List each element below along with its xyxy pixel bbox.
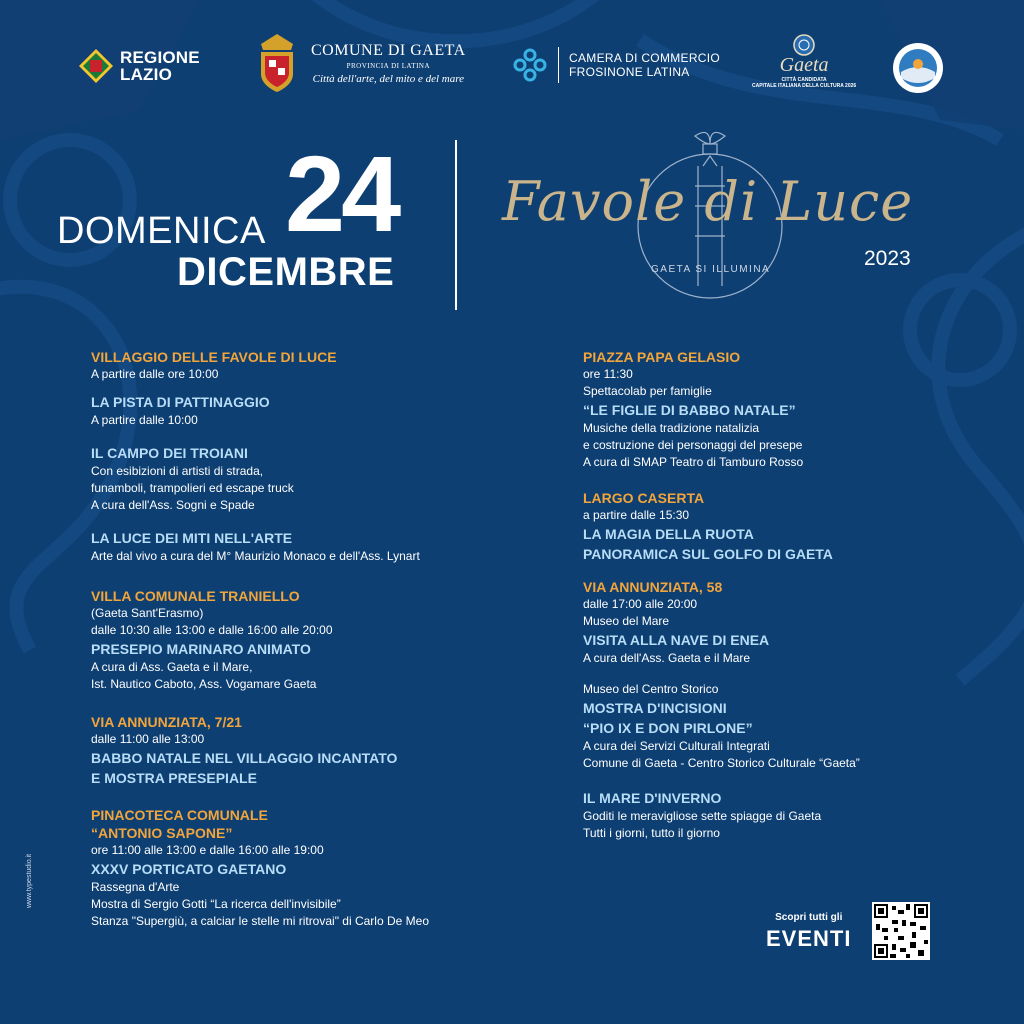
discover-text: Scopri tutti gli: [775, 912, 843, 923]
title-divider: [455, 140, 457, 310]
camera-commercio-icon: [512, 47, 548, 83]
qr-code-icon[interactable]: [872, 902, 930, 960]
event-desc-luce-miti: Arte dal vivo a cura del M° Maurizio Monaco e dell'Ass. Lynart: [91, 549, 420, 563]
event-title-babbo-natale-1: BABBO NATALE NEL VILLAGGIO INCANTATO: [91, 750, 398, 766]
event-time-largo-caserta: a partire dalle 15:30: [583, 508, 690, 522]
event-desc-campo-3: A cura dell'Ass. Sogni e Spade: [91, 498, 255, 512]
event-desc-porticato-3: Stanza "Supergiù, a calciar le stelle mi ritrovai" di Carlo De Meo: [91, 914, 429, 928]
gaeta-coat-of-arms-icon: [255, 30, 299, 96]
camera-separator: [558, 47, 559, 83]
regione-lazio-emblem-icon: [78, 48, 114, 84]
event-desc-mare-inverno-2: Tutti i giorni, tutto il giorno: [583, 826, 720, 840]
comune-gaeta-motto: Città dell'arte, del mito e del mare: [312, 72, 464, 85]
event-title-incisioni-1: MOSTRA D'INCISIONI: [583, 700, 727, 716]
event-desc-porticato-1: Rassegna d'Arte: [91, 880, 180, 894]
pro-loco-badge-icon: [892, 42, 944, 94]
event-desc-villa-1: (Gaeta Sant'Erasmo): [91, 606, 204, 620]
event-desc-papa-gelasio-1: Spettacolab per famiglie: [583, 384, 712, 398]
credit-text: www.typestudio.it: [26, 853, 33, 908]
event-year: 2023: [864, 247, 911, 270]
event-desc-presepio-1: A cura di Ass. Gaeta e il Mare,: [91, 660, 253, 674]
event-time-papa-gelasio: ore 11:30: [583, 367, 633, 381]
left-program-column: [91, 348, 531, 930]
comune-gaeta-province: PROVINCIA DI LATINA: [346, 61, 431, 70]
event-desc-figlie-3: A cura di SMAP Teatro di Tamburo Rosso: [583, 455, 804, 469]
comune-gaeta-title: COMUNE DI GAETA: [311, 41, 466, 59]
event-title: Favole di Luce: [502, 170, 914, 233]
event-desc-figlie-2: e costruzione dei personaggi del presepe: [583, 438, 803, 452]
event-place-largo-caserta: LARGO CASERTA: [583, 490, 705, 506]
event-place-pinacoteca-2: “ANTONIO SAPONE”: [91, 825, 233, 841]
event-time-annunziata-58: dalle 17:00 alle 20:00: [583, 597, 698, 611]
events-text: EVENTI: [766, 926, 852, 951]
event-desc-campo-2: funamboli, trampolieri ed escape truck: [91, 481, 294, 495]
event-desc-museo-mare: Museo del Mare: [583, 614, 670, 628]
camera-commercio-logo: [512, 47, 720, 83]
event-desc-figlie-1: Musiche della tradizione natalizia: [583, 421, 760, 435]
event-desc-mare-inverno-1: Goditi le meravigliose sette spiagge di Gaeta: [583, 809, 822, 823]
event-time-pinacoteca: ore 11:00 alle 13:00 e dalle 16:00 alle 19:00: [91, 843, 324, 857]
event-desc-incisioni-2: Comune di Gaeta - Centro Storico Culturale “Gaeta”: [583, 756, 860, 770]
event-subtitle: GAETA SI ILLUMINA: [651, 264, 771, 275]
event-place-papa-gelasio: PIAZZA PAPA GELASIO: [583, 349, 741, 365]
day-name: DOMENICA: [57, 210, 266, 252]
event-place-villa: VILLA COMUNALE TRANIELLO: [91, 588, 300, 604]
event-time-villa: dalle 10:30 alle 13:00 e dalle 16:00 alle 20:00: [91, 623, 333, 637]
event-desc-campo-1: Con esibizioni di artisti di strada,: [91, 464, 264, 478]
event-title-figlie-babbo: “LE FIGLIE DI BABBO NATALE”: [583, 402, 796, 418]
event-desc-presepio-2: Ist. Nautico Caboto, Ass. Vogamare Gaeta: [91, 677, 317, 691]
regione-lazio-text-2: LAZIO: [120, 65, 172, 84]
gaeta-capitale-line-1: CITTÀ CANDIDATA: [781, 77, 827, 83]
event-title-nave-enea: VISITA ALLA NAVE DI ENEA: [583, 632, 770, 648]
event-title-babbo-natale-2: E MOSTRA PRESEPIALE: [91, 770, 257, 786]
comune-gaeta-logo: [255, 30, 466, 96]
event-title-pista: LA PISTA DI PATTINAGGIO: [91, 394, 270, 410]
pro-loco-gaeta-logo: [892, 42, 944, 94]
camera-commercio-text-2: FROSINONE LATINA: [569, 65, 690, 79]
event-place-pinacoteca-1: PINACOTECA COMUNALE: [91, 807, 268, 823]
event-logo: [480, 140, 950, 320]
month-name: DICEMBRE: [177, 250, 395, 294]
event-title-luce-miti: LA LUCE DEI MITI NELL'ARTE: [91, 530, 293, 546]
event-title-porticato: XXXV PORTICATO GAETANO: [91, 861, 287, 877]
event-time-annunziata-721: dalle 11:00 alle 13:00: [91, 732, 205, 746]
event-title-villaggio: VILLAGGIO DELLE FAVOLE DI LUCE: [91, 349, 337, 365]
event-desc-museo-centro: Museo del Centro Storico: [583, 682, 719, 696]
gaeta-capitale-line-2: CAPITALE ITALIANA DELLA CULTURA 2026: [752, 83, 857, 89]
event-desc-porticato-2: Mostra di Sergio Gotti “La ricerca dell'invisibile”: [91, 897, 341, 911]
event-title-campo: IL CAMPO DEI TROIANI: [91, 445, 248, 461]
right-program-column: [583, 348, 1003, 842]
event-title-incisioni-2: “PIO IX E DON PIRLONE”: [583, 720, 753, 736]
date-title-block: [0, 133, 1024, 320]
gaeta-capitale-emblem-icon: [793, 34, 815, 56]
event-place-annunziata-721: VIA ANNUNZIATA, 7/21: [91, 714, 242, 730]
event-place-annunziata-58: VIA ANNUNZIATA, 58: [583, 579, 723, 595]
gaeta-capitale-title: Gaeta: [779, 54, 829, 76]
discover-events-label: [766, 912, 851, 952]
event-title-ruota-1: LA MAGIA DELLA RUOTA: [583, 526, 754, 542]
logos-bar: [0, 30, 1024, 110]
day-number: 24: [285, 133, 398, 254]
event-time-villaggio: A partire dalle ore 10:00: [91, 367, 219, 381]
event-title-ruota-2: PANORAMICA SUL GOLFO DI GAETA: [583, 546, 833, 562]
camera-commercio-text-1: CAMERA DI COMMERCIO: [569, 51, 721, 65]
gaeta-capitale-cultura-logo: [752, 34, 856, 89]
event-desc-nave-enea: A cura dell'Ass. Gaeta e il Mare: [583, 651, 751, 665]
regione-lazio-text-1: REGIONE: [120, 48, 200, 67]
event-title-mare-inverno: IL MARE D'INVERNO: [583, 790, 722, 806]
regione-lazio-logo: [78, 48, 200, 84]
event-time-pista: A partire dalle 10:00: [91, 413, 198, 427]
event-title-presepio: PRESEPIO MARINARO ANIMATO: [91, 641, 311, 657]
event-desc-incisioni-1: A cura dei Servizi Culturali Integrati: [583, 739, 770, 753]
